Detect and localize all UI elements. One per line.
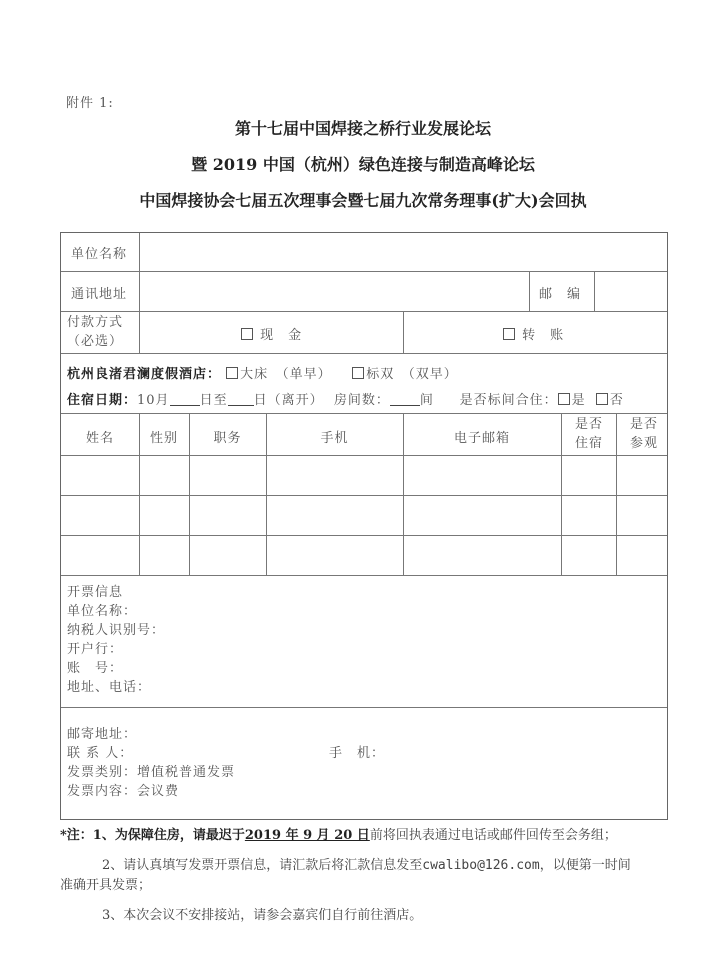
col-header-email: 电子邮箱	[453, 431, 510, 446]
col-header-mobile: 手机	[320, 431, 349, 446]
postcode-label: 邮 编	[539, 287, 582, 302]
note-1: *注：1、为保障住房，请最迟于2019 年 9 月 20 日前将回执表通过电话或邮件回传至会务组；	[60, 828, 617, 843]
row-divider	[61, 311, 667, 312]
invoice-bank[interactable]: 开户行：	[67, 642, 124, 657]
hotel-option-king[interactable]: 大床 （单早）	[226, 367, 332, 382]
col-header-gender: 性别	[149, 431, 178, 446]
mail-contact[interactable]: 联 系 人：	[67, 746, 134, 761]
checkbox-icon	[558, 393, 570, 405]
arrival-day-field[interactable]	[170, 393, 200, 406]
col-divider	[403, 311, 404, 353]
note-2: 2、请认真填写发票开票信息，请汇款后将汇款信息发至cwalibo@126.com，以便第一时间	[102, 858, 631, 873]
invoice-tax-id[interactable]: 纳税人识别号：	[67, 623, 166, 638]
mail-address[interactable]: 邮寄地址：	[67, 727, 138, 742]
mail-mobile[interactable]: 手 机：	[329, 746, 386, 761]
col-divider	[529, 271, 530, 311]
attachment-label: 附件 1:	[66, 96, 114, 111]
checkbox-icon	[352, 367, 364, 379]
invoice-content: 发票内容：会议费	[67, 784, 180, 799]
col-header-lodging: 是否住宿	[574, 417, 603, 451]
payment-option-transfer[interactable]: 转 账	[503, 324, 564, 343]
note-2-continued: 准确开具发票；	[60, 878, 152, 893]
invoice-account[interactable]: 账 号：	[67, 661, 124, 676]
title-line-2: 暨 2019 中国（杭州）绿色连接与制造高峰论坛	[191, 155, 535, 174]
row-divider	[61, 271, 667, 272]
hotel-option-twin[interactable]: 标双 （双早）	[352, 367, 458, 382]
stay-row: 住宿日期：10月 日至 日（离开） 房间数： 间 是否标间合住： 是 否	[67, 393, 624, 408]
invoice-info-block	[67, 583, 165, 697]
col-divider	[139, 233, 140, 353]
postcode-field[interactable]	[596, 273, 666, 309]
row-divider	[61, 413, 667, 414]
invoice-address-phone[interactable]: 地址、电话：	[67, 680, 152, 695]
table-row[interactable]	[63, 497, 666, 534]
row-divider	[61, 455, 667, 456]
departure-day-field[interactable]	[228, 393, 254, 406]
col-divider	[594, 271, 595, 311]
row-divider	[61, 495, 667, 496]
share-yes-option[interactable]: 是	[558, 393, 586, 408]
col-header-name: 姓名	[85, 431, 114, 446]
checkbox-icon	[241, 328, 253, 340]
title-line-3: 中国焊接协会七届五次理事会暨七届九次常务理事(扩大)会回执	[139, 191, 587, 210]
invoice-unit-name[interactable]: 单位名称：	[67, 604, 138, 619]
rooms-field[interactable]	[390, 393, 420, 406]
notes-section	[60, 826, 680, 926]
unit-name-field[interactable]	[141, 235, 667, 269]
payment-label: 付款方式 （必选）	[67, 315, 124, 349]
col-header-title: 职务	[213, 431, 242, 446]
hotel-row: 杭州良渚君澜度假酒店： 大床 （单早） 标双 （双早）	[67, 367, 458, 382]
payment-option-cash[interactable]: 现 金	[241, 324, 302, 343]
invoice-type: 发票类别：增值税普通发票	[67, 765, 236, 780]
unit-name-label: 单位名称	[71, 247, 128, 262]
address-label: 通讯地址	[71, 287, 128, 302]
checkbox-icon	[226, 367, 238, 379]
checkbox-icon	[596, 393, 608, 405]
title-line-1: 第十七届中国焊接之桥行业发展论坛	[234, 119, 491, 138]
row-divider	[61, 353, 667, 354]
checkbox-icon	[503, 328, 515, 340]
table-row[interactable]	[63, 537, 666, 574]
mailing-info-block	[67, 725, 657, 801]
col-header-visit: 是否参观	[629, 417, 658, 451]
receipt-form	[60, 232, 668, 820]
invoice-info-title: 开票信息	[67, 585, 124, 600]
row-divider	[61, 575, 667, 576]
row-divider	[61, 707, 667, 708]
address-field[interactable]	[141, 273, 527, 309]
note-3: 3、本次会议不安排接站，请参会嘉宾们自行前往酒店。	[102, 908, 423, 923]
share-no-option[interactable]: 否	[596, 393, 624, 408]
table-row[interactable]	[63, 457, 666, 494]
row-divider	[61, 535, 667, 536]
